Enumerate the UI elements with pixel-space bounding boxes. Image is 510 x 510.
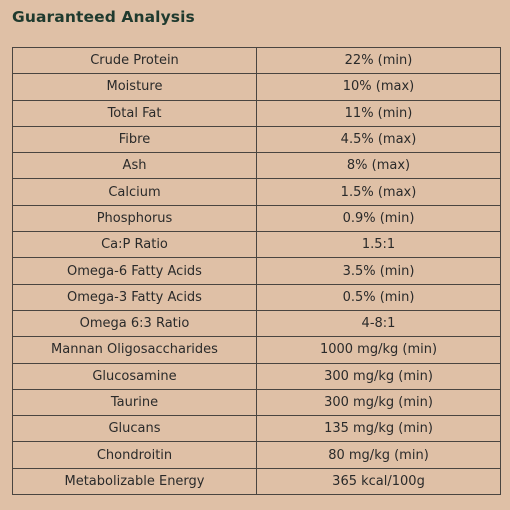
- table-row: [13, 179, 501, 205]
- table-row: [13, 153, 501, 179]
- nutrient-name: Phosphorus: [13, 205, 257, 231]
- table-row: [13, 74, 501, 100]
- nutrient-value: 22% (min): [257, 48, 501, 74]
- nutrient-name: Moisture: [13, 74, 257, 100]
- nutrient-name: Omega-6 Fatty Acids: [13, 258, 257, 284]
- nutrient-value: 10% (max): [257, 74, 501, 100]
- nutrient-name: Chondroitin: [13, 442, 257, 468]
- nutrient-name: Glucans: [13, 416, 257, 442]
- nutrient-name: Ca:P Ratio: [13, 232, 257, 258]
- table-row: [13, 100, 501, 126]
- nutrient-value: 3.5% (min): [257, 258, 501, 284]
- table-row: [13, 363, 501, 389]
- table-row: [13, 258, 501, 284]
- nutrient-name: Mannan Oligosaccharides: [13, 337, 257, 363]
- nutrient-name: Metabolizable Energy: [13, 468, 257, 494]
- nutrient-name: Glucosamine: [13, 363, 257, 389]
- table-row: [13, 126, 501, 152]
- page-title: Guaranteed Analysis: [12, 8, 195, 26]
- nutrient-value: 1000 mg/kg (min): [257, 337, 501, 363]
- table-row: [13, 416, 501, 442]
- table-row: [13, 48, 501, 74]
- table-row: [13, 205, 501, 231]
- nutrient-value: 1.5% (max): [257, 179, 501, 205]
- nutrient-value: 135 mg/kg (min): [257, 416, 501, 442]
- nutrient-name: Total Fat: [13, 100, 257, 126]
- table-row: [13, 284, 501, 310]
- nutrient-name: Calcium: [13, 179, 257, 205]
- nutrient-value: 4.5% (max): [257, 126, 501, 152]
- nutrient-value: 365 kcal/100g: [257, 468, 501, 494]
- table-row: [13, 442, 501, 468]
- nutrient-value: 1.5:1: [257, 232, 501, 258]
- table-row: [13, 468, 501, 494]
- nutrient-name: Crude Protein: [13, 48, 257, 74]
- table-row: [13, 310, 501, 336]
- nutrient-value: 300 mg/kg (min): [257, 363, 501, 389]
- nutrient-name: Omega 6:3 Ratio: [13, 310, 257, 336]
- table-row: [13, 389, 501, 415]
- guaranteed-analysis-table: [12, 47, 501, 495]
- nutrient-value: 300 mg/kg (min): [257, 389, 501, 415]
- nutrient-value: 4-8:1: [257, 310, 501, 336]
- table-row: [13, 337, 501, 363]
- nutrient-value: 0.5% (min): [257, 284, 501, 310]
- table-row: [13, 232, 501, 258]
- nutrient-name: Omega-3 Fatty Acids: [13, 284, 257, 310]
- nutrient-value: 8% (max): [257, 153, 501, 179]
- nutrient-value: 80 mg/kg (min): [257, 442, 501, 468]
- nutrient-name: Taurine: [13, 389, 257, 415]
- nutrient-name: Fibre: [13, 126, 257, 152]
- nutrient-name: Ash: [13, 153, 257, 179]
- nutrient-value: 11% (min): [257, 100, 501, 126]
- nutrient-value: 0.9% (min): [257, 205, 501, 231]
